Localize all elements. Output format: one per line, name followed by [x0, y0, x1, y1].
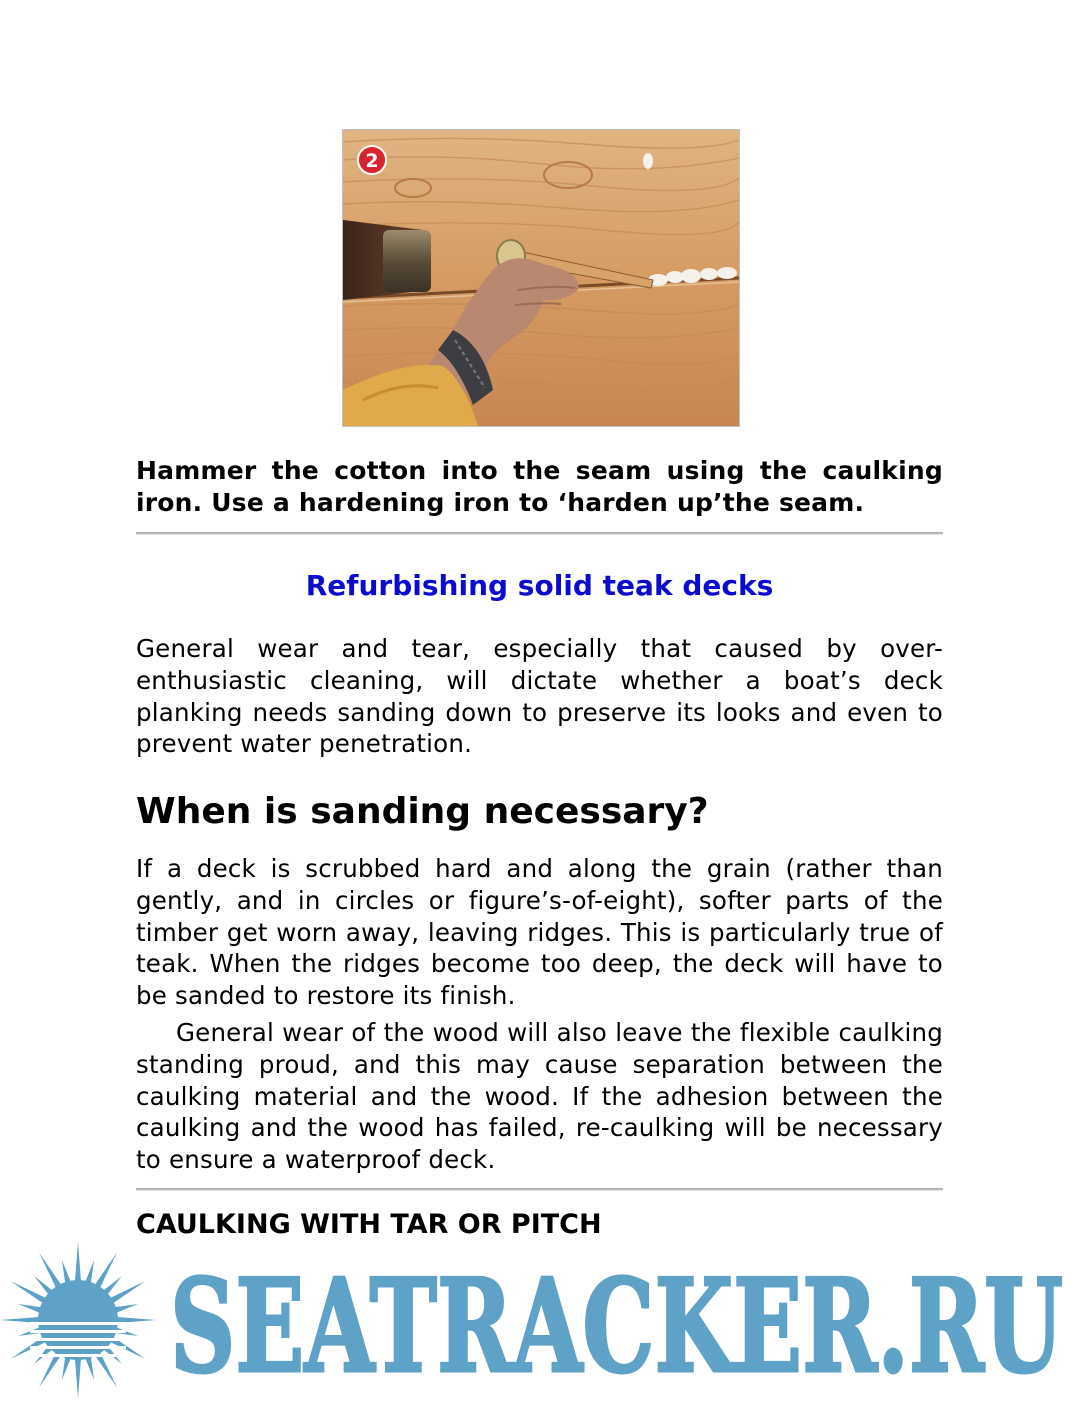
- section-title: Refurbishing solid teak decks: [305, 569, 774, 602]
- watermark: [0, 1238, 1080, 1397]
- sun-stripe: [30, 1346, 126, 1349]
- photo-number-badge: [358, 146, 386, 174]
- divider: [136, 532, 943, 535]
- body-paragraph: General wear of the wood will also leave the flexible caulking standing proud, and this may cause separation between the caulking material and the wood. If the adhesion between the caulking and the wood has failed, re-caulking will be necessary to ensure a waterproof deck.: [136, 1018, 943, 1175]
- sun-ray: [34, 1276, 55, 1297]
- sun-ray: [75, 1242, 81, 1284]
- heading: When is sanding necessary?: [136, 791, 709, 832]
- caulking-photo: [342, 129, 740, 427]
- photo-caption: Hammer the cotton into the seam using the caulking iron. Use a hardening iron to ‘harden up’the seam.: [136, 456, 943, 517]
- sun-ray: [18, 1304, 44, 1314]
- caulking-photo-illustration: [343, 130, 739, 426]
- badge-number: 2: [365, 150, 379, 172]
- body-paragraph: If a deck is scrubbed hard and along the grain (rather than gently, and in circles or figure’s-of-eight), softer parts of the timber get worn away, leaving ridges. This is particularly true of teak. When the ridges become too deep, the deck will have to be sanded to restore its finish.: [136, 854, 943, 1011]
- sun-stripe: [30, 1330, 126, 1333]
- sun-ray: [75, 1356, 81, 1397]
- sun-ray: [112, 1304, 138, 1314]
- sun-icon: [0, 1242, 156, 1397]
- watermark-text: SEATRACKER.RU: [170, 1252, 1063, 1397]
- sun-ray: [84, 1260, 94, 1286]
- divider: [136, 1188, 943, 1191]
- subheading: CAULKING WITH TAR OR PITCH: [136, 1209, 602, 1240]
- sun-ray: [62, 1354, 72, 1380]
- sun-ray: [62, 1260, 72, 1286]
- sun-ray: [101, 1276, 122, 1297]
- intro-paragraph: General wear and tear, especially that caused by over-enthusiastic cleaning, will dictate whether a boat’s deck planking needs sanding down to preserve its looks and even to prevent water penetration.: [136, 634, 943, 759]
- sun-stripe: [30, 1338, 126, 1341]
- watermark-graphic: [0, 1238, 1080, 1397]
- sun-ray: [84, 1354, 94, 1380]
- sun-stripe: [30, 1354, 126, 1357]
- sun-stripe: [30, 1322, 126, 1325]
